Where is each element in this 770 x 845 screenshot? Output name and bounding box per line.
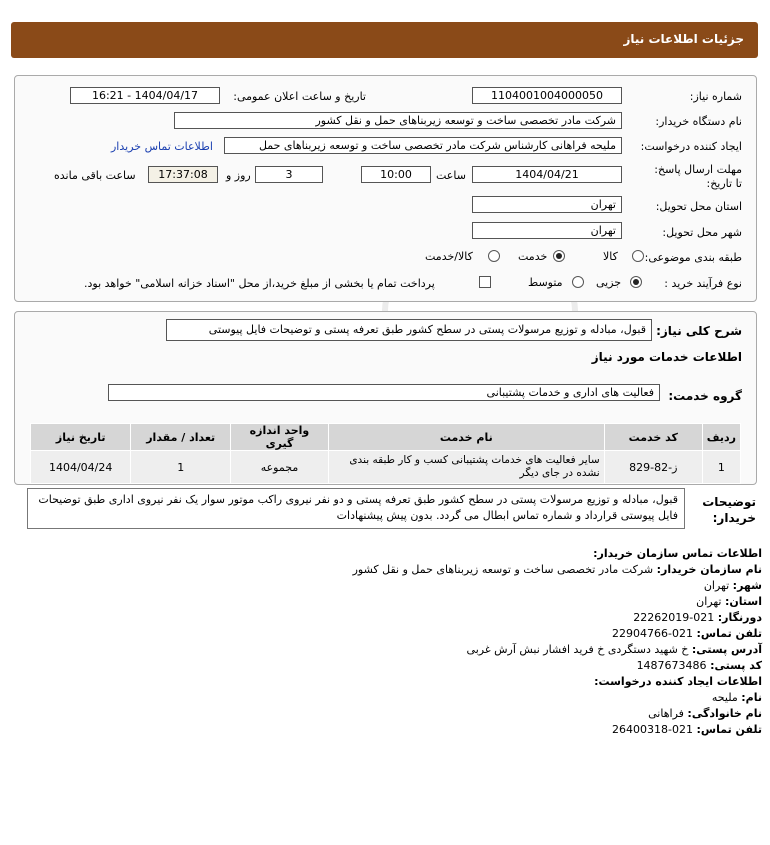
need-details-panel <box>14 75 757 302</box>
process-option-medium: متوسط <box>528 276 563 289</box>
category-radio-goods-service[interactable] <box>488 250 500 262</box>
category-radio-service[interactable] <box>553 250 565 262</box>
remaining-label: ساعت باقی مانده <box>54 169 136 182</box>
treasury-checkbox[interactable] <box>479 276 491 288</box>
deadline-label-text: مهلت ارسال پاسخ: تا تاریخ: <box>654 163 742 190</box>
contact-address-line <box>467 643 762 656</box>
contact-address-label: آدرس پستی: <box>691 643 762 656</box>
buyer-notes-label <box>696 494 756 526</box>
creator-name-value: ملیحه <box>711 691 738 704</box>
contact-org-value: شرکت مادر تخصصی ساخت و توسعه زیربناهای حمل و نقل کشور <box>352 563 654 576</box>
buyer-notes-label-text: توضیحات خریدار: <box>702 495 756 525</box>
contact-link[interactable]: اطلاعات تماس خریدار <box>111 140 213 153</box>
contact-city-line <box>704 579 762 592</box>
announce-field[interactable]: 1404/04/17 - 16:21 <box>70 87 220 104</box>
buyer-org-label: نام دستگاه خریدار: <box>655 115 742 128</box>
contact-city-label: شهر: <box>732 579 762 592</box>
creator-name-label: نام: <box>741 691 762 704</box>
buyer-org-field[interactable]: شرکت مادر تخصصی ساخت و توسعه زیربناهای حمل و نقل کشور <box>174 112 622 129</box>
col-qty: تعداد / مقدار <box>131 424 231 451</box>
contact-address-value: خ شهید دستگردی خ فرید افشار نبش آرش غربی <box>466 643 689 656</box>
services-table <box>30 423 741 484</box>
category-option-goods-service: کالا/خدمت <box>425 250 473 263</box>
services-table-header <box>31 424 741 451</box>
creator-family-value: فراهانی <box>648 707 684 720</box>
description-field[interactable]: قبول، مبادله و توزیع مرسولات پستی در سطح کشور طبق تعرفه پستی و توضیحات فایل پیوستی <box>166 319 652 341</box>
contact-province-line <box>696 595 762 608</box>
contact-postal-label: کد پستی: <box>710 659 762 672</box>
deadline-label <box>652 163 742 191</box>
creator-family-line <box>648 707 762 720</box>
page-title: جزئیات اطلاعات نیاز <box>623 32 744 46</box>
creator-name-line <box>712 691 762 704</box>
group-field[interactable]: فعالیت های اداری و خدمات پشتیبانی <box>108 384 660 401</box>
creator-label: ایجاد کننده درخواست: <box>640 140 742 153</box>
description-label: شرح کلی نیاز: <box>656 324 742 338</box>
contact-org-label: نام سازمان خریدار: <box>656 563 762 576</box>
contact-city-value: تهران <box>703 579 730 592</box>
deadline-date-field[interactable]: 1404/04/21 <box>472 166 622 183</box>
category-label: طبقه بندی موضوعی: <box>644 251 742 264</box>
city-field[interactable]: تهران <box>472 222 622 239</box>
city-label: شهر محل تحویل: <box>662 226 742 239</box>
cell-code: ز-82-829 <box>604 451 702 484</box>
group-label: گروه خدمت: <box>668 389 742 403</box>
contact-fax-line <box>633 611 762 624</box>
process-radio-minor[interactable] <box>630 276 642 288</box>
days-count-field[interactable]: 3 <box>255 166 323 183</box>
contact-phone-value: 021-22904766 <box>612 627 694 640</box>
province-label: استان محل تحویل: <box>655 200 742 213</box>
page-header <box>11 22 758 58</box>
contact-phone-label: تلفن تماس: <box>696 627 762 640</box>
buyer-notes-text: قبول، مبادله و توزیع مرسولات پستی در سطح کشور طبق تعرفه پستی و دو نفر نیروی راکب موتور سوار یک نفر نیروی اداری طبق توضیحات فایل پیوستی قرارداد و شماره تماس ابطال می گردد. بدون پیش پیشنهادات <box>38 493 678 522</box>
contact-org-line <box>353 563 762 576</box>
contact-phone-line <box>612 627 762 640</box>
category-option-service: خدمت <box>518 250 548 263</box>
contact-heading: اطلاعات تماس سازمان خریدار: <box>593 547 762 560</box>
announce-label: تاریخ و ساعت اعلان عمومی: <box>233 90 366 103</box>
col-name: نام خدمت <box>328 424 604 451</box>
category-option-goods: کالا <box>603 250 618 263</box>
contact-province-value: تهران <box>696 595 722 608</box>
deadline-time-field[interactable]: 10:00 <box>361 166 431 183</box>
contact-postal-line <box>637 659 762 672</box>
time-label: ساعت <box>436 169 466 182</box>
creator-heading: اطلاعات ایجاد کننده درخواست: <box>594 675 762 688</box>
treasury-note: پرداخت تمام یا بخشی از مبلغ خرید،از محل "اسناد خزانه اسلامی" خواهد بود. <box>84 277 435 290</box>
creator-family-label: نام خانوادگی: <box>687 707 762 720</box>
services-heading: اطلاعات خدمات مورد نیاز <box>591 350 742 364</box>
process-label: نوع فرآیند خرید : <box>664 277 742 290</box>
contact-postal-value: 1487673486 <box>636 659 707 672</box>
col-unit: واحد اندازه گیری <box>231 424 329 451</box>
process-option-minor: جزیی <box>596 276 622 289</box>
col-row: ردیف <box>702 424 740 451</box>
remaining-time-field: 17:37:08 <box>148 166 218 183</box>
cell-date: 1404/04/24 <box>31 451 131 484</box>
cell-qty: 1 <box>131 451 231 484</box>
cell-name: سایر فعالیت های خدمات پشتیبانی کسب و کار طبقه بندی نشده در جای دیگر <box>328 451 604 484</box>
province-field[interactable]: تهران <box>472 196 622 213</box>
buyer-notes-box[interactable] <box>27 488 685 529</box>
table-row[interactable] <box>31 451 741 484</box>
need-number-label: شماره نیاز: <box>689 90 742 103</box>
cell-unit: مجموعه <box>231 451 329 484</box>
col-date: تاریخ نیاز <box>31 424 131 451</box>
creator-phone-value: 021-26400318 <box>612 723 694 736</box>
creator-field[interactable]: ملیحه فراهانی کارشناس شرکت مادر تخصصی ساخت و توسعه زیربناهای حمل <box>224 137 622 154</box>
creator-phone-line <box>612 723 762 736</box>
contact-province-label: استان: <box>725 595 762 608</box>
creator-phone-label: تلفن تماس: <box>696 723 762 736</box>
category-radio-goods[interactable] <box>632 250 644 262</box>
contact-fax-label: دورنگار: <box>717 611 762 624</box>
cell-row: 1 <box>702 451 740 484</box>
contact-fax-value: 021-22262019 <box>633 611 715 624</box>
col-code: کد خدمت <box>604 424 702 451</box>
need-number-field[interactable]: 1104001004000050 <box>472 87 622 104</box>
process-radio-medium[interactable] <box>572 276 584 288</box>
days-label: روز و <box>226 169 251 182</box>
